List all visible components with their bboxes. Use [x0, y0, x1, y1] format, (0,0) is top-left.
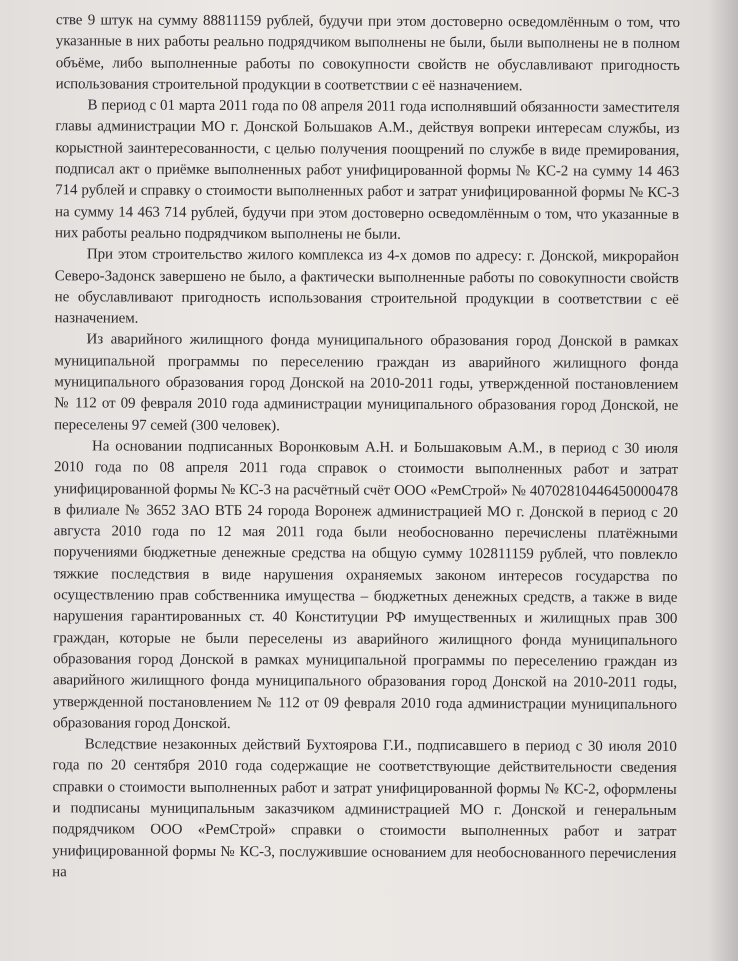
paragraph-4: Из аварийного жилищного фонда муниципального образования город Донской в рамках муниципальной программы по переселению граждан из аварийного жилищного фонда муниципального образования город Донской на 2010-2011 годы, утвержденной постановлением № 112 от 09 февраля 2010 года администрации муниципального образования город Донской, не переселены 97 семей (300 человек). [54, 331, 679, 434]
paragraph-6: Вследствие незаконных действий Бухтоярова Г.И., подписавшего в период с 30 июля 2010 года по 20 сентября 2010 года содержащие не соответствующие действительности сведения справки о стоимости выполненных работ и затрат унифицированной формы № КС-2, оформлены и подписаны муниципальным заказчиком администрацией МО г. Донской и генеральным подрядчиком ООО «РемСтрой» справки о стоимости выполненных работ и затрат унифицированной формы № КС-3, послужившие основанием для необоснованного перечисления на [52, 736, 677, 881]
paragraph-2: В период с 01 марта 2011 года по 08 апреля 2011 года исполнявший обязанности заместителя главы администрации МО г. Донской Большаков А.М., действуя вопреки интересам службы, из корыстной заинтересованности, с целью получения поощрений по службе в виде премирования, подписал акт о приёмке выполненных работ унифицированной формы № КС-2 на сумму 14 463 714 рублей и справку о стоимости выполненных работ и затрат унифицированной формы № КС-3 на сумму 14 463 714 рублей, будучи при этом достоверно осведомлённым о том, что указанные в них работы реально подрядчиком выполнены не были. [54, 97, 680, 243]
paragraph-5: На основании подписанных Воронковым А.Н. и Большаковым А.М., в период с 30 июля 2010 года по 08 апреля 2011 года справок о стоимости выполненных работ и затрат унифицированной формы № КС-3 на расчётный счёт ООО «РемСтрой» № 40702810446450000478 в филиале № 3652 ЗАО ВТБ 24 города Воронеж администрацией МО г. Донской в период с 20 августа 2010 года по 12 мая 2011 года были необоснованно перечислены платёжными поручениями бюджетные денежные средства на общую сумму 102811159 рублей, что повлекло тяжкие последствия в виде нарушения охраняемых законом интересов государства по осуществлению прав собственника имущества – бюджетных денежных средств, а также в виде нарушения гарантированных ст. 40 Конституции РФ имущественных и жилищных прав 300 граждан, которые не были переселены из аварийного жилищного фонда муниципального образования город Донской в рамках муниципальной программы по переселению граждан из аварийного жилищного фонда муниципального образования город Донской на 2010-2011 годы, утвержденной постановлением № 112 от 09 февраля 2010 года администрации муниципального образования город Донской. [52, 438, 679, 732]
paragraph-1: стве 9 штук на сумму 88811159 рублей, будучи при этом достоверно осведомлённым о том, что указанные в них работы реально подрядчиком выполнены не были, были выполнены не в полном объёме, либо выполненные работы по совокупности свойств не обуславливают пригодность использования строительной продукции в соответствии с её назначением. [55, 12, 680, 95]
paragraph-3: При этом строительство жилого комплекса из 4-х домов по адресу: г. Донской, микрорайон Северо-Задонск завершено не было, а фактически выполненные работы по совокупности свойств не обуславливают пригодность использования строительной продукции в соответствии с её назначением. [54, 246, 679, 327]
